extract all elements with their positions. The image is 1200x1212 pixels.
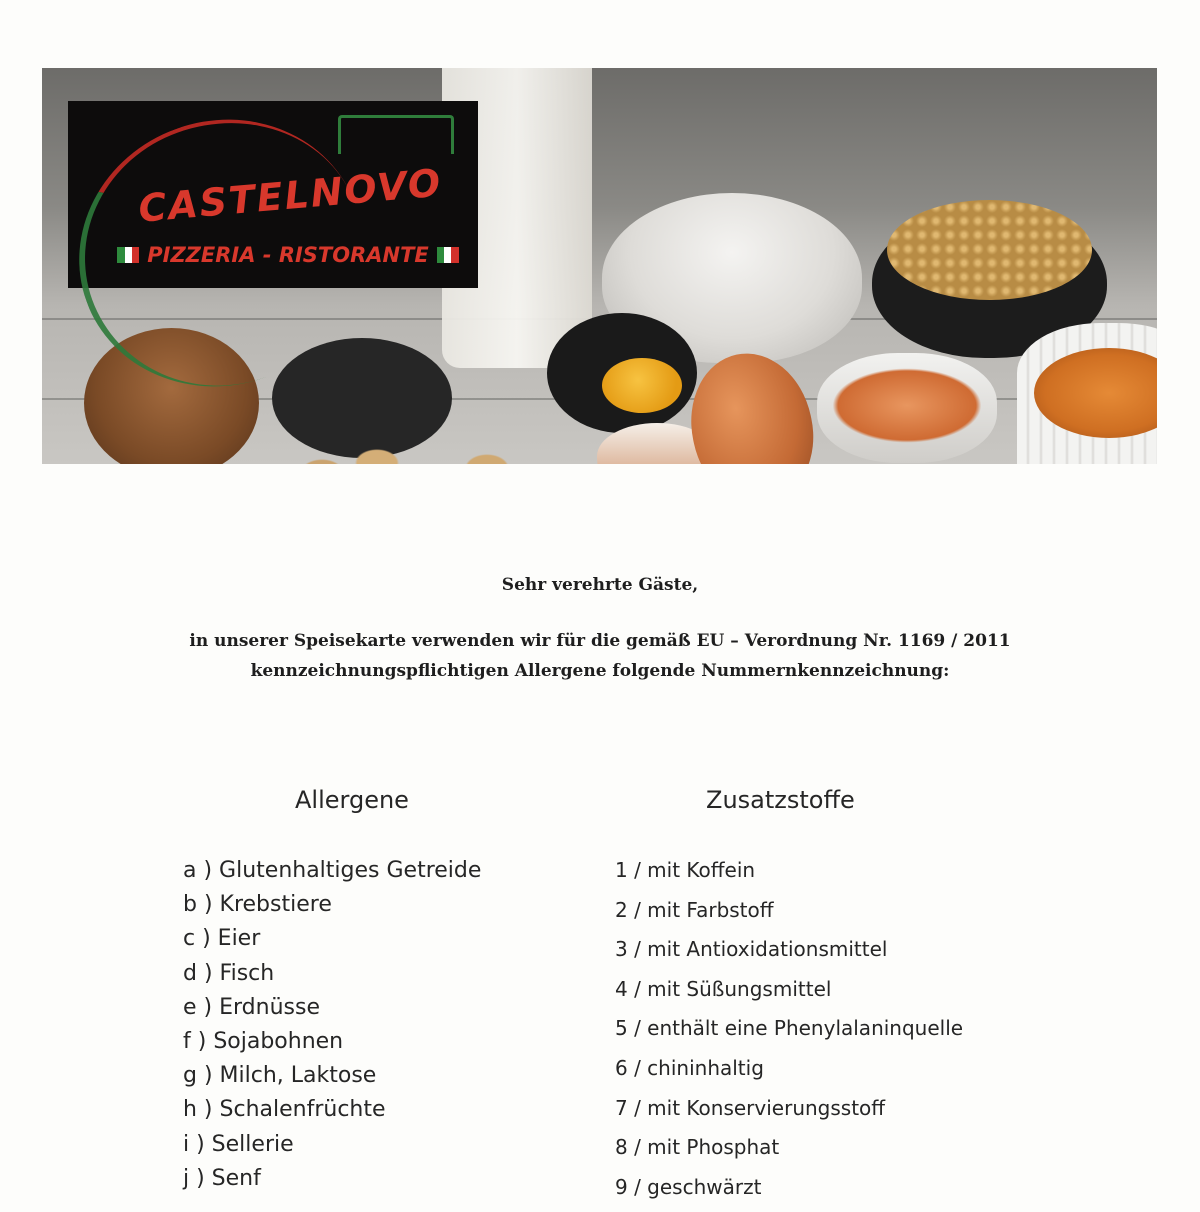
additive-item: 3 / mit Antioxidationsmittel <box>615 937 888 962</box>
shrimp-image <box>832 368 982 443</box>
logo-subtitle-row <box>98 243 478 267</box>
additive-item: 2 / mit Farbstoff <box>615 897 774 922</box>
additive-item: 6 / chininhaltig <box>615 1055 764 1080</box>
allergen-item: h ) Schalenfrüchte <box>183 1097 386 1123</box>
allergens-title: Allergene <box>295 786 409 814</box>
restaurant-logo <box>68 101 478 288</box>
allergen-item: i ) Sellerie <box>183 1131 294 1157</box>
soybeans-image <box>887 200 1092 300</box>
allergen-item: a ) Glutenhaltiges Getreide <box>183 858 482 883</box>
logo-name: CASTELNOVO <box>136 160 444 231</box>
greeting: Sehr verehrte Gäste, <box>501 575 699 595</box>
additive-item: 1 / mit Koffein <box>615 858 756 882</box>
hazelnuts-image <box>84 458 234 464</box>
intro-line-1: in unserer Speisekarte verwenden wir für die gemäß EU – Verordnung Nr. 1169 / 2011 <box>189 631 1011 651</box>
additive-item: 9 / geschwärzt <box>615 1174 762 1199</box>
additives-title: Zusatzstoffe <box>706 786 855 814</box>
additive-item: 8 / mit Phosphat <box>615 1135 780 1160</box>
additive-item: 7 / mit Konservierungsstoff <box>615 1095 886 1120</box>
allergen-item: e ) Erdnüsse <box>183 994 320 1020</box>
peanuts-image <box>292 433 562 464</box>
egg-yolk-image <box>602 358 682 413</box>
logo-subtitle: PIZZERIA - RISTORANTE <box>147 243 429 267</box>
allergen-item: b ) Krebstiere <box>183 892 332 918</box>
additives-list <box>615 856 963 1212</box>
allergen-item: j ) Senf <box>183 1165 261 1191</box>
additive-item: 4 / mit Süßungsmittel <box>615 976 832 1001</box>
italian-flag-icon <box>117 247 139 263</box>
italian-flag-icon <box>437 247 459 263</box>
allergens-list <box>183 856 481 1198</box>
allergen-item: f ) Sojabohnen <box>183 1028 344 1054</box>
allergen-item: d ) Fisch <box>183 960 275 986</box>
intro-line-2: kennzeichnungspflichtigen Allergene folgende Nummernkennzeichnung: <box>250 661 950 681</box>
additive-item: 5 / enthält eine Phenylalaninquelle <box>615 1016 964 1041</box>
allergen-item: g ) Milch, Laktose <box>183 1063 377 1089</box>
logo-crown-graphic <box>338 115 454 154</box>
allergen-item: c ) Eier <box>183 926 261 952</box>
